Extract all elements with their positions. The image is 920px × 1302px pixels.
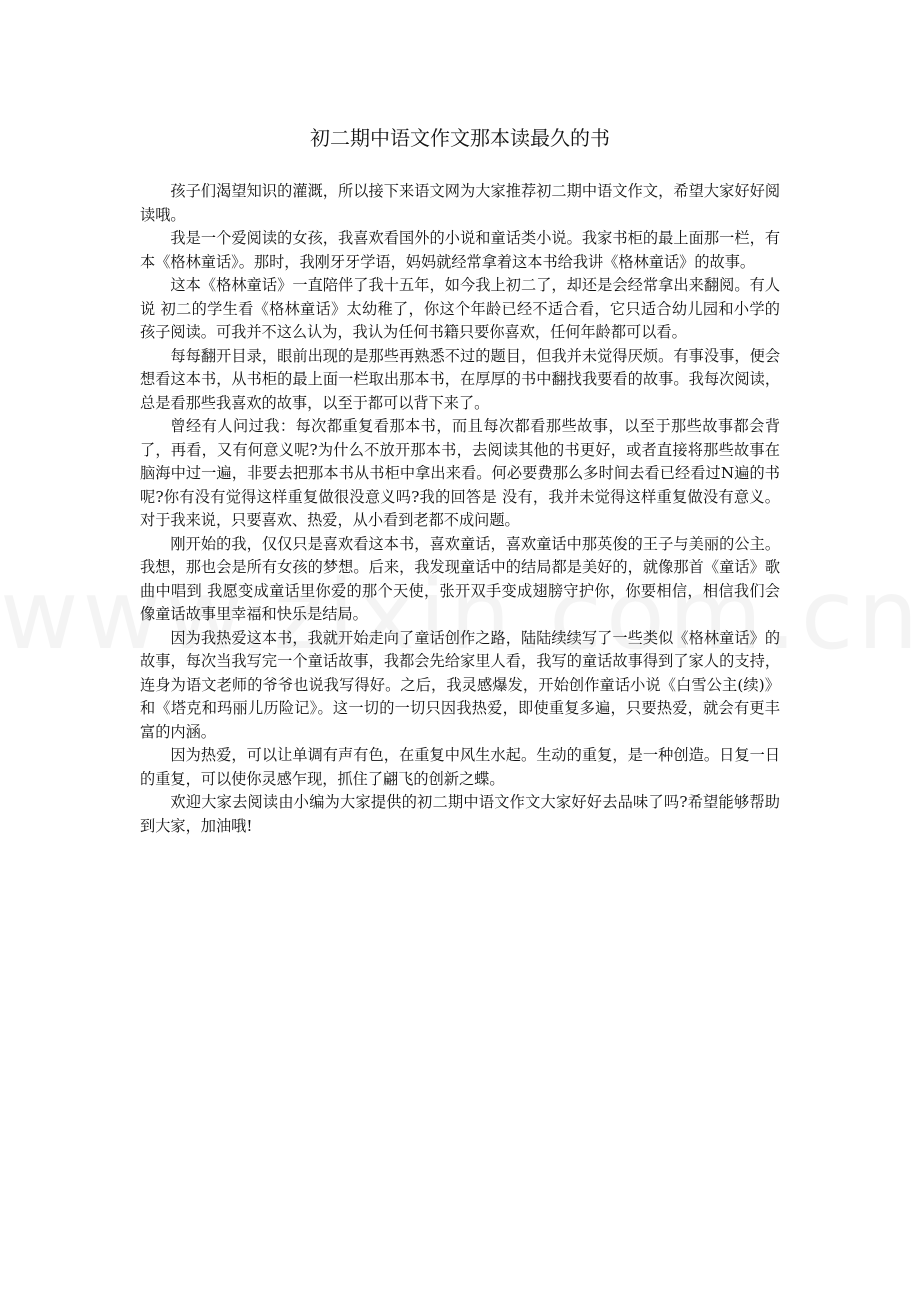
document-title: 初二期中语文作文那本读最久的书: [310, 126, 610, 150]
paragraph-3: 这本《格林童话》一直陪伴了我十五年，如今我上初二了，却还是会经常拿出来翻阅。有人说 初二的学生看《格林童话》太幼稚了，你这个年龄已经不适合看，它只适合幼儿园和小学的孩子阅读。可我并不这么认为，我认为任何书籍只要你喜欢，任何年龄都可以看。: [140, 276, 780, 341]
paragraph-1: 孩子们渴望知识的灌溉，所以接下来语文网为大家推荐初二期中语文作文，希望大家好好阅读哦。: [140, 182, 780, 224]
paragraph-5: 曾经有人问过我：每次都重复看那本书，而且每次都看那些故事，以至于那些故事都会背了，再看，又有何意义呢?为什么不放开那本书，去阅读其他的书更好，或者直接将那些故事在脑海中过一遍，非要去把那本书从书柜中拿出来看。何必要费那么多时间去看已经看过N遍的书呢?你有没有觉得这样重复做很没意义吗?我的回答是 没有，我并未觉得这样重复做没有意义。对于我来说，只要喜欢、热爱，从小看到老都不成问题。: [140, 417, 780, 529]
paragraph-4: 每每翻开目录，眼前出现的是那些再熟悉不过的题目，但我并未觉得厌烦。有事没事，便会想看这本书，从书柜的最上面一栏取出那本书，在厚厚的书中翻找我要看的故事。我每次阅读，总是看那些我喜欢的故事，以至于都可以背下来了。: [140, 346, 780, 412]
document-body: [140, 180, 780, 838]
paragraph-2: 我是一个爱阅读的女孩，我喜欢看国外的小说和童话类小说。我家书柜的最上面那一栏，有本《格林童话》。那时，我刚牙牙学语，妈妈就经常拿着这本书给我讲《格林童话》的故事。: [140, 229, 780, 271]
paragraph-7: 因为我热爱这本书，我就开始走向了童话创作之路，陆陆续续写了一些类似《格林童话》的故事，每次当我写完一个童话故事，我都会先给家里人看，我写的童话故事得到了家人的支持，连身为语文老师的爷爷也说我写得好。之后，我灵感爆发，开始创作童话小说《白雪公主(续)》和《塔克和玛丽儿历险记》。这一切的一切只因我热爱，即使重复多遍，只要热爱，就会有更丰富的内涵。: [140, 628, 780, 741]
paragraph-6: 刚开始的我，仅仅只是喜欢看这本书，喜欢童话，喜欢童话中那英俊的王子与美丽的公主。我想，那也会是所有女孩的梦想。后来，我发现童话中的结局都是美好的，就像那首《童话》歌曲中唱到 我愿变成童话里你爱的那个天使，张开双手变成翅膀守护你，你要相信，相信我们会像童话故事里幸福和快乐是结局。: [140, 534, 780, 623]
paragraph-8: 因为热爱，可以让单调有声有色，在重复中风生水起。生动的重复，是一种创造。日复一日的重复，可以使你灵感乍现，抓住了翩飞的创新之蝶。: [140, 746, 780, 788]
paragraph-9: 欢迎大家去阅读由小编为大家提供的初二期中语文作文大家好好去品味了吗?希望能够帮助到大家，加油哦!: [140, 793, 780, 835]
